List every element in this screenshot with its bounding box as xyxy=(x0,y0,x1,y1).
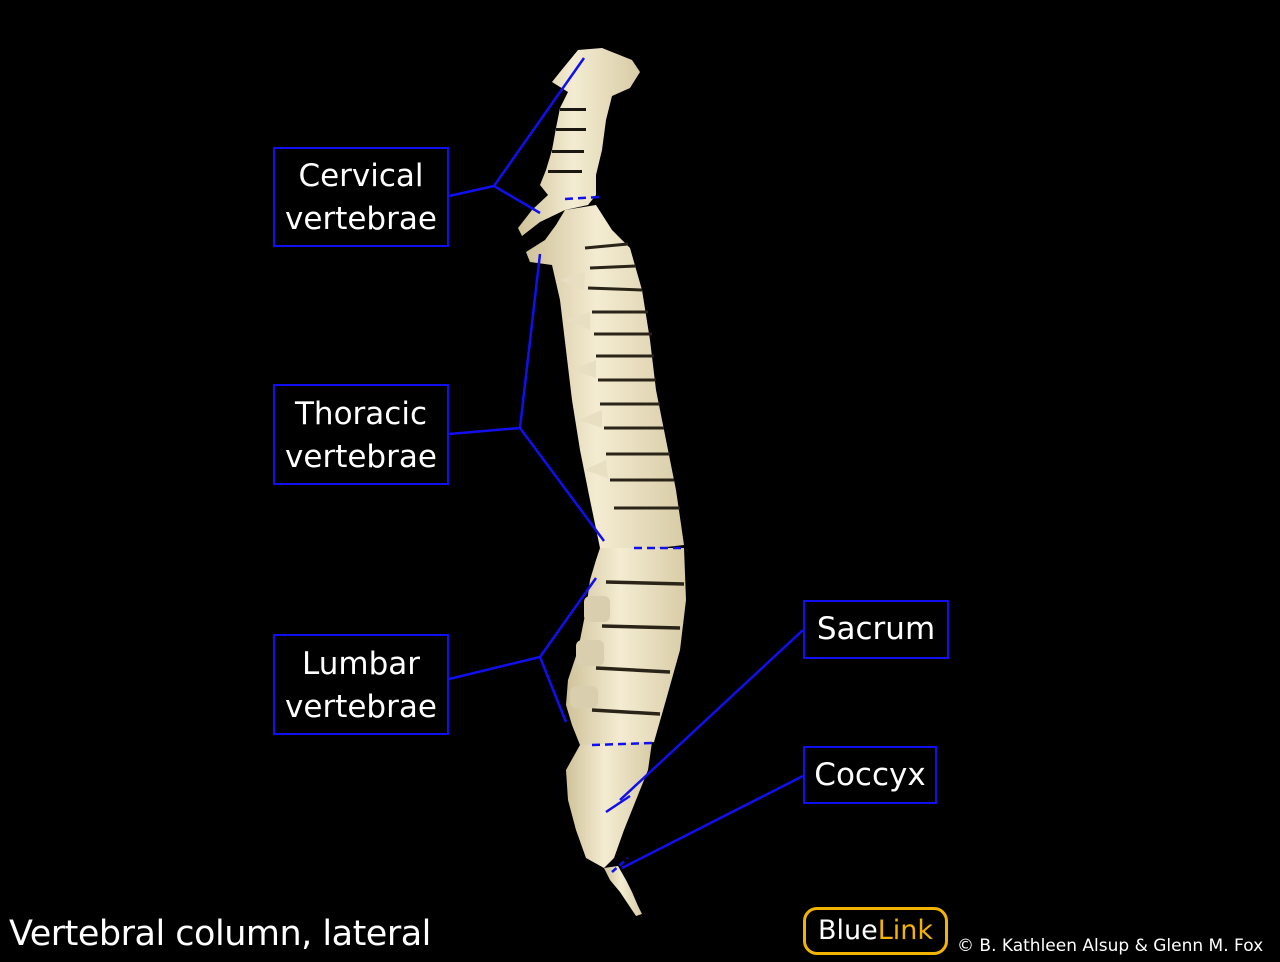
label-thoracic-vertebrae xyxy=(273,384,449,485)
lumbar-leader-lower xyxy=(540,657,566,722)
thoracic-leader xyxy=(449,428,520,434)
label-thoracic-line1: Thoracic xyxy=(295,396,427,432)
bluelink-logo xyxy=(803,907,948,955)
brand-blue-text: Blue xyxy=(817,915,878,946)
label-coccyx-text: Coccyx xyxy=(814,757,926,793)
label-sacrum-text: Sacrum xyxy=(816,611,936,647)
copyright-notice: © B. Kathleen Alsup & Glenn M. Fox xyxy=(957,936,1264,956)
label-cervical-vertebrae xyxy=(273,147,449,247)
label-lumbar-line2: vertebrae xyxy=(285,689,437,725)
sacrum-region xyxy=(566,742,652,868)
coccyx-leader xyxy=(622,776,803,868)
lumbar-leader xyxy=(449,657,540,679)
label-lumbar-vertebrae xyxy=(273,634,449,735)
label-coccyx xyxy=(803,746,937,804)
label-lumbar-line1: Lumbar xyxy=(302,646,420,682)
cervical-leader-lower xyxy=(494,186,540,213)
brand-link-text: Link xyxy=(877,915,934,946)
spine-illustration xyxy=(518,48,686,916)
coccyx-region xyxy=(604,866,642,916)
label-cervical-line1: Cervical xyxy=(298,158,424,194)
label-cervical-line2: vertebrae xyxy=(285,201,437,237)
thoracic-leader-upper xyxy=(520,254,540,428)
label-sacrum xyxy=(803,600,949,659)
cervical-leader xyxy=(449,186,494,196)
figure-title: Vertebral column, lateral xyxy=(9,914,431,954)
label-thoracic-line2: vertebrae xyxy=(285,439,437,475)
thoracic-region xyxy=(526,205,684,550)
